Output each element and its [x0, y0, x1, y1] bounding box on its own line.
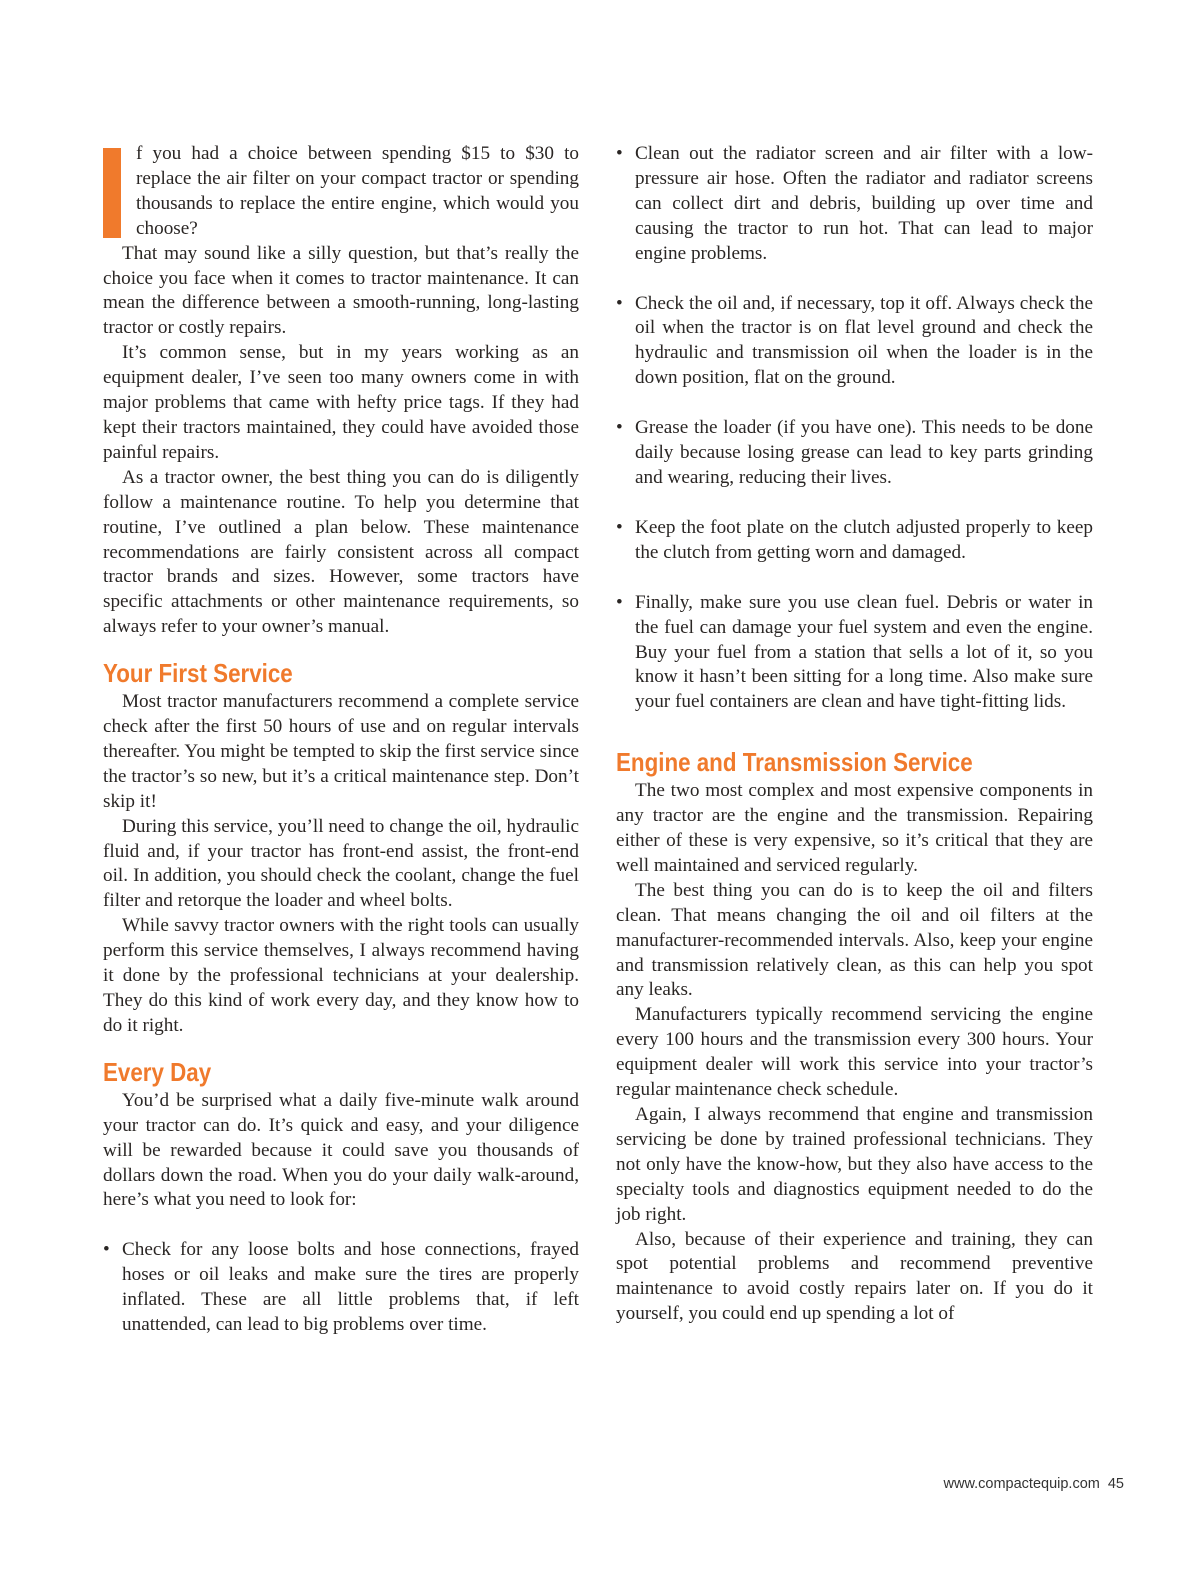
checklist-item	[616, 142, 1093, 267]
checklist-right	[616, 142, 1093, 715]
bullet-icon: •	[616, 417, 623, 439]
checklist-item-text: Grease the loader (if you have one). This needs to be done daily because losing grease can lead to key parts grinding and wearing, reducing their lives.	[635, 417, 1093, 488]
bullet-icon: •	[103, 1239, 110, 1261]
checklist-item	[103, 1238, 579, 1338]
heading-engine-transmission: Engine and Transmission Service	[616, 747, 973, 778]
intro-paragraph: It’s common sense, but in my years working as an equipment dealer, I’ve seen too many owners come in with major problems that came with hefty price tags. If they had kept their tractors maintained, they could have avoided those painful repairs.	[103, 342, 579, 463]
every-day-paragraph: You’d be surprised what a daily five-minute walk around your tractor can do. It’s quick and easy, and your diligence will be rewarded because it could save you thousands of dollars down the road. When you do your daily walk-around, here’s what you need to look for:	[103, 1089, 579, 1211]
checklist-item	[616, 516, 1093, 566]
heading-every-day: Every Day	[103, 1056, 212, 1087]
checklist-item-text: Finally, make sure you use clean fuel. Debris or water in the fuel can damage your fuel system and even the engine. Buy your fuel from a station that sells a lot of it, so you know it hasn’t been sitting for a long time. Also make sure your fuel containers are clean and have tight-fitting lids.	[635, 591, 1093, 713]
engine-paragraph: Again, I always recommend that engine and transmission servicing be done by trained professional technicians. They not only have the know-how, but they also have access to the specialty tools and diagnostics equipment needed to do the job right.	[616, 1104, 1093, 1225]
dropcap-letter-i	[103, 148, 121, 238]
checklist-item-text: Check for any loose bolts and hose connections, frayed hoses or oil leaks and make sure the tires are properly inflated. These are all little problems that, if left unattended, can lead to big problems over time.	[122, 1239, 579, 1336]
checklist-item	[616, 416, 1093, 491]
engine-paragraph: Manufacturers typically recommend servicing the engine every 100 hours and the transmission every 300 hours. Your equipment dealer will work this service into your tractor’s regular maintenance check schedule.	[616, 1004, 1093, 1101]
first-service-paragraph: While savvy tractor owners with the right tools can usually perform this service themselves, I always recommend having it done by the professional technicians at your dealership. They do this kind of work every day, and they know how to do it right.	[103, 915, 579, 1036]
engine-paragraph: The best thing you can do is to keep the oil and filters clean. That means changing the oil and oil filters at the manufacturer-recommended intervals. Also, keep your engine and transmission relatively clean, as this can help you spot any leaks.	[616, 879, 1093, 1001]
checklist-item	[616, 591, 1093, 716]
bullet-icon: •	[616, 591, 623, 613]
checklist-item-text: Check the oil and, if necessary, top it off. Always check the oil when the tractor is on flat level ground and check the hydraulic and transmission oil when the loader is in the down position, flat on the ground.	[635, 292, 1093, 389]
checklist-left	[103, 1238, 579, 1338]
page-number: 45	[1107, 1476, 1124, 1492]
first-service-paragraph: During this service, you’ll need to change the oil, hydraulic fluid and, if your tractor has front-end assist, the front-end oil. In addition, you should check the coolant, change the fuel filter and retorque the loader and wheel bolts.	[103, 815, 579, 912]
right-column	[616, 142, 1093, 1327]
footer-url[interactable]: www.compactequip.com	[943, 1476, 1100, 1492]
spacer	[103, 1213, 579, 1238]
left-column	[103, 142, 579, 1338]
first-service-paragraph: Most tractor manufacturers recommend a complete service check after the first 50 hours of use and on regular intervals thereafter. You might be tempted to skip the first service since the tractor’s so new, but it’s a critical maintenance step. Don’t skip it!	[103, 691, 579, 812]
heading-first-service: Your First Service	[103, 658, 293, 689]
engine-paragraph: The two most complex and most expensive components in any tractor are the engine and the transmission. Repairing either of these is very expensive, so it’s critical that they are well maintained and serviced regularly.	[616, 780, 1093, 876]
page-footer	[944, 1476, 1124, 1492]
intro-paragraph: That may sound like a silly question, but that’s really the choice you face when it comes to tractor maintenance. It can mean the difference between a smooth-running, long-lasting tractor or costly repairs.	[103, 242, 579, 339]
bullet-icon: •	[616, 516, 623, 538]
intro-dropcap-paragraph	[103, 142, 579, 242]
intro-paragraph: As a tractor owner, the best thing you can do is diligently follow a maintenance routine. To help you determine that routine, I’ve outlined a plan below. These maintenance recommendations are fairly consistent across all compact tractor brands and sizes. However, some tractors have specific attachments or other maintenance requirements, so always refer to your owner’s manual.	[103, 466, 579, 638]
bullet-icon: •	[616, 292, 623, 314]
bullet-icon: •	[616, 143, 623, 164]
checklist-item	[616, 292, 1093, 392]
checklist-item-text: Clean out the radiator screen and air filter with a low-pressure air hose. Often the radiator and radiator screens can collect dirt and debris, building up over time and causing the tractor to run hot. That can lead to major engine problems.	[635, 143, 1093, 264]
dropcap-text: f you had a choice between spending $15 to $30 to replace the air filter on your compact tractor or spending thousands to replace the entire engine, which would you choose?	[136, 143, 579, 239]
checklist-item-text: Keep the foot plate on the clutch adjusted properly to keep the clutch from getting worn and damaged.	[635, 516, 1093, 563]
engine-paragraph: Also, because of their experience and training, they can spot potential problems and recommend preventive maintenance to avoid costly repairs later on. If you do it yourself, you could end up spending a lot of	[616, 1228, 1093, 1325]
